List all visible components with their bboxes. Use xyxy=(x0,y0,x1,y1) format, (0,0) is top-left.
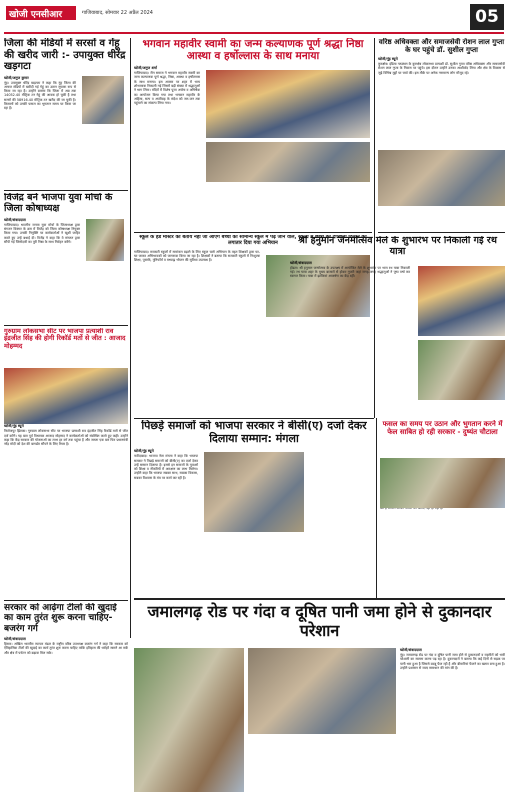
photo-portrait xyxy=(86,219,124,261)
byline: खोजी/संवाददाता xyxy=(290,260,312,265)
article-text: हिसार। अखिल भारतीय व्यापार मंडल के राष्ट्रीय वरिष्ठ उपाध्यक्ष बजरंग गर्ग ने कहा कि सरकार को ऐतिहासिक टीलों की खुदाई का कार्य तुरंत शुरू करना चाहिए ताकि इतिहास की धरोहरें सामने आ सकें और क्षेत्र में पर्यटन को बढ़ावा मिल सके। xyxy=(4,642,128,655)
date-line: गाजियाबाद, सोमवार 22 अप्रैल 2024 xyxy=(82,10,153,16)
article-text: नूंह। जमालगढ़ रोड पर गंदा व दूषित पानी जमा होने से दुकानदारों व राहगीरों को भारी परेशानी का सामना करना पड़ रहा है। दुकानदारों ने बताया कि कई दिनों से सड़क पर पानी भरा हुआ है जिससे बदबू फैल रही है और बीमारियां फैलने का खतरा बना हुआ है। उन्होंने प्रशासन से जल्द समाधान की मांग की है। xyxy=(400,653,505,670)
article-a1 xyxy=(4,38,128,188)
headline: वरिष्ठ अधिवक्ता और समाजसेवी रोशन लाल गुप्ता के घर पहुंचे डॉ. सुशील गुप्ता xyxy=(378,38,505,55)
article-a4 xyxy=(4,603,128,795)
byline: खोजी/संवाददाता xyxy=(4,637,26,642)
divider xyxy=(4,325,128,326)
byline: खोजी/नूंह ब्यूरो xyxy=(134,449,154,454)
divider xyxy=(134,232,372,233)
divider xyxy=(4,600,128,601)
photo-ceremony xyxy=(206,142,370,182)
column-rule xyxy=(376,418,377,598)
headline: गुरुग्राम लोकसभा सीट पर भाजपा प्रत्याशी राव इंद्रजीत सिंह की होगी रिकॉर्ड मतों से जीत : आजाद मोहम्मद xyxy=(4,328,126,350)
photo-rally xyxy=(380,458,505,508)
byline: खोजी/संवाददाता xyxy=(4,217,26,222)
headline: जिला की मंडियों में सरसों व गेंहू की खरीद जारी :- उपायुक्त धीरेंद्र खड़गटा xyxy=(4,38,126,72)
article-text: गाजियाबाद। जैन समाज ने भगवान महावीर स्वामी का जन्म कल्याणक पूर्ण श्रद्धा, निष्ठा, आस्था व हर्षोल्लास के साथ मनाया। इस अवसर पर शहर में भव्य शोभायात्रा निकाली गई जिसमें बड़ी संख्या में श्रद्धालुओं ने भाग लिया। मंदिरों में विशेष पूजा अर्चना व अभिषेक का आयोजन किया गया तथा भगवान महावीर के अहिंसा, सत्य व अपरिग्रह के संदेश को जन-जन तक पहुंचाने का संकल्प लिया गया। xyxy=(134,71,200,106)
article-text: गाजियाबाद। भारतीय जनता युवा मोर्चा के जिलाध्यक्ष द्वारा संगठन विस्तार के क्रम में विजेंद्र को जिला कोषाध्यक्ष नियुक्त किया गया। उनकी नियुक्ति पर कार्यकर्ताओं ने खुशी जाहिर करते हुए उन्हें बधाई दी। विजेंद्र ने कहा कि वे संगठन द्वारा सौंपी गई जिम्मेदारी का पूरी निष्ठा के साथ निर्वहन करेंगे। xyxy=(4,222,80,245)
masthead xyxy=(0,0,509,36)
divider xyxy=(134,418,374,419)
headline: श्री हनुमान जनमोत्सव मेले के शुभारंभ पर निकाली गई रथ यात्रा xyxy=(298,236,497,257)
article-text: फिरोजपुर झिरका। गुरुग्राम लोकसभा सीट पर भाजपा प्रत्याशी राव इंद्रजीत सिंह रिकॉर्ड मतों से जीत दर्ज करेंगे। यह बात पूर्व विधायक आजाद मोहम्मद ने कार्यकर्ताओं को संबोधित करते हुए कही। उन्होंने कहा कि केंद्र सरकार की योजनाओं का लाभ हर वर्ग तक पहुंचा है और जनता एक बार फिर प्रधानमंत्री नरेंद्र मोदी को देश की बागडोर सौंपने के लिए तैयार है। xyxy=(4,429,128,447)
byline: खोजी/नूंह ब्यूरो xyxy=(378,57,398,62)
article-a5 xyxy=(134,38,372,230)
article-text: नूंह। उपायुक्त धीरेंद्र खड़गटा ने कहा कि नूंह जिला की अनाज मंडियों में खरीदी गई गेहूं का उठान सुचारू रूप से किया जा रहा है। उन्होंने बताया कि जिला में अब तक 14052.40 मीट्रिक टन गेहूं की आवक हो चुकी है तथा सरसों की 58916.40 मीट्रिक टन खरीद की जा चुकी है। किसानों को उनकी फसल का भुगतान समय पर किया जा रहा है। xyxy=(4,80,76,111)
headline: जमालगढ़ रोड पर गंदा व दूषित पानी जमा होने से दुकानदार परेशान xyxy=(147,602,492,641)
byline: खोजी/अनुज कुमार xyxy=(4,75,29,80)
photo-group xyxy=(4,368,128,424)
headline: पिछड़े समाजों को भाजपा सरकार ने बीसी(ए) दर्जा देकर दिलाया सम्मान: मंगला xyxy=(141,420,367,445)
article-a7 xyxy=(378,38,505,230)
article-text: कुरुक्षेत्र। इंडिया गठबंधन के कुरुक्षेत्र लोकसभा प्रत्याशी डॉ. सुशील गुप्ता वरिष्ठ अधिवक्ता और समाजसेवी रोशन लाल गुप्ता के निवास पर पहुंचे। इस दौरान उन्होंने उनका आशीर्वाद लिया और क्षेत्र के विकास से जुड़े विभिन्न मुद्दों पर चर्चा की। इस मौके पर अनेक गणमान्य लोग मौजूद रहे। xyxy=(378,62,505,75)
article-text: गाजियाबाद। सरकारी स्कूलों में नामांकन बढ़ाने के लिए स्कूल चलो अभियान के तहत शिक्षकों द्वारा घर-घर जाकर अभिभावकों को जागरूक किया जा रहा है। शिक्षकों ने बताया कि सरकारी स्कूलों में निःशुल्क शिक्षा, पुस्तकें, यूनिफॉर्म व मध्याह्न भोजन की सुविधा उपलब्ध है। xyxy=(134,249,260,263)
article-text: फरीदाबाद। भाजपा नेता मंगला ने कहा कि भाजपा सरकार ने पिछड़े समाजों को बीसी(ए) का दर्जा देकर उन्हें सम्मान दिलाया है। इससे इन समाजों के युवाओं को शिक्षा व नौकरियों में आरक्षण का लाभ मिलेगा। उन्होंने कहा कि भाजपा सबका साथ, सबका विकास, सबका विश्वास के मंत्र पर कार्य कर रही है। xyxy=(134,454,198,480)
divider xyxy=(378,232,505,233)
divider xyxy=(134,598,505,600)
headline: फसल का समय पर उठान और भुगतान करने में फेल साबित हो रही सरकार - दुष्यंत चौटाला xyxy=(382,420,503,437)
page-number: 05 xyxy=(470,4,504,30)
article-a3 xyxy=(4,328,128,598)
byline: खोजी/अनुज शर्मा xyxy=(134,66,157,71)
masthead-logo: खोजी एनसीआर xyxy=(6,6,76,20)
photo-meeting xyxy=(204,452,304,532)
article-body xyxy=(400,648,505,670)
headline: विजेंद्र बने भाजपा युवा मोर्चा के जिला कोषाध्यक्ष xyxy=(4,193,113,214)
masthead-rule xyxy=(4,32,504,34)
article-text: होडल। श्री हनुमान जन्मोत्सव के उपलक्ष्य में आयोजित मेले के शुभारंभ पर भव्य रथ यात्रा निकाली गई। रथ यात्रा शहर के मुख्य बाजारों से होकर गुजरी जहां जगह-जगह श्रद्धालुओं ने पुष्प वर्षा कर स्वागत किया। यात्रा में झांकियां आकर्षण का केंद्र रहीं। xyxy=(290,265,410,279)
article-a8 xyxy=(290,236,505,408)
headline: सरकार को आढ़ेगा टीलों की खुदाई का काम तुरंत शुरू करना चाहिए- बजरंग गर्ग xyxy=(4,603,117,634)
photo-visit xyxy=(378,150,505,206)
divider xyxy=(4,190,128,191)
article-a11 xyxy=(134,602,505,796)
photo-procession xyxy=(418,266,505,336)
headline: स्कूल के हेड मास्टर को बताये नहीं जा आएंगे बच्चों को सामान्य स्कूल में पढ़े जाने वाले, स्कूलों में छात्रों को दाखिला दिलाने का लगातार दिया गया अभियान xyxy=(139,235,367,246)
photo-tractor xyxy=(248,648,396,734)
byline: खोजी/संवाददाता xyxy=(400,648,422,652)
photo-portrait xyxy=(82,76,124,124)
headline: भगवान महावीर स्वामी का जन्म कल्याणक पूर्ण श्रद्धा निष्ठा आस्था व हर्षोल्लास के साथ मनाया xyxy=(142,38,364,63)
article-a9 xyxy=(134,420,374,595)
photo-procession-2 xyxy=(418,340,505,400)
column-rule xyxy=(130,38,131,638)
photo-waterlogging xyxy=(134,648,244,792)
photo-procession xyxy=(206,70,370,138)
article-a10 xyxy=(380,420,505,595)
article-a2 xyxy=(4,193,128,323)
byline: खोजी/नूंह ब्यूरो xyxy=(4,424,24,429)
